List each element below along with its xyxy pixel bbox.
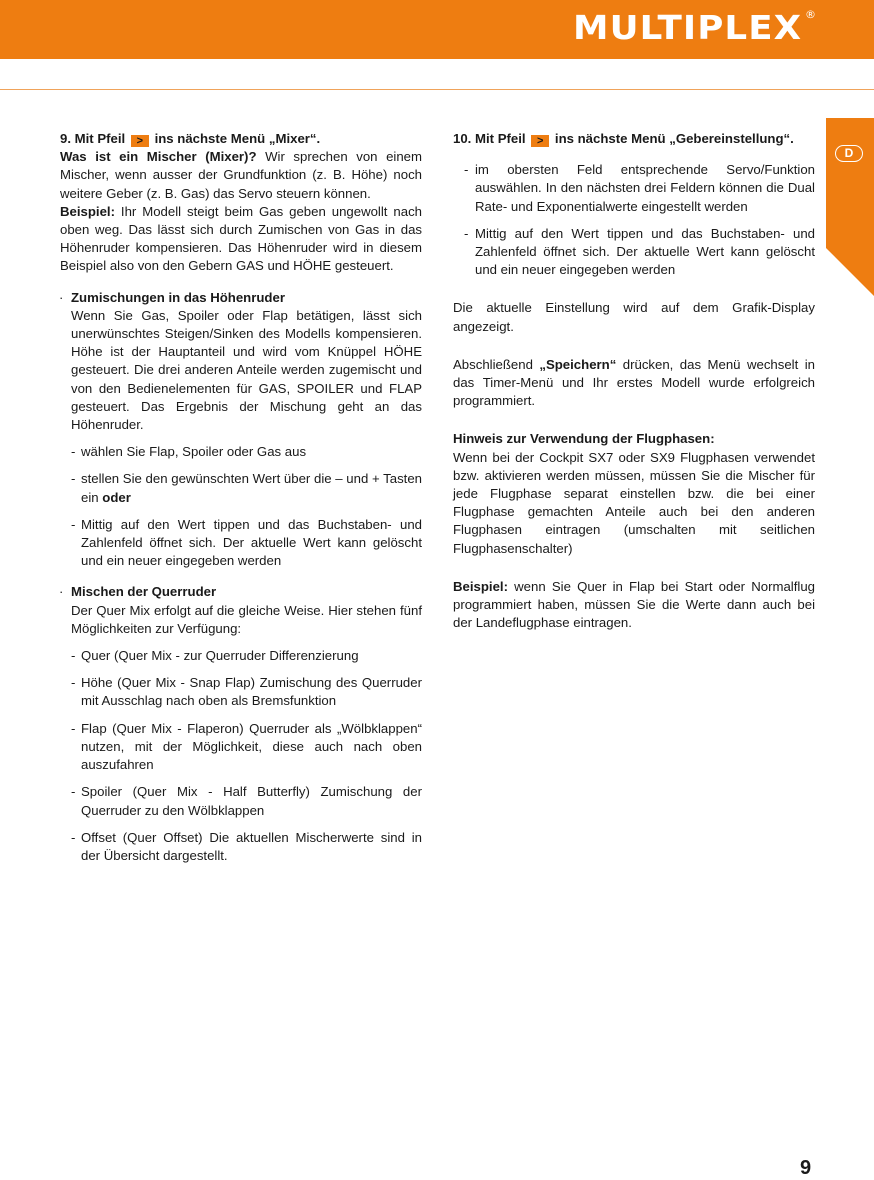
mixer-definition: Was ist ein Mischer (Mixer)? Wir sprechen von einem Mischer, wenn ausser der Grundfunktion (z. B. Höhe) noch weitere Geber (z. B. Gas) das Servo steuern können. — [60, 149, 422, 201]
display-note: Die aktuelle Einstellung wird auf dem Grafik-Display angezeigt. — [453, 300, 815, 334]
list-item: - Offset (Quer Offset) Die aktuellen Mischerwerte sind in der Übersicht dargestellt. — [71, 829, 422, 863]
list-item: - Mittig auf den Wert tippen und das Buchstaben- und Zahlenfeld öffnet sich. Der aktuelle Wert kann gelöscht und ein neuer eingegeben werden — [464, 225, 815, 278]
dash-icon: - — [71, 784, 76, 800]
dash-icon: - — [71, 648, 76, 664]
example-paragraph: Beispiel: Ihr Modell steigt beim Gas geben ungewollt nach oben weg. Das lässt sich durch Zumischen von Gas in das Höhenruder kompensieren. Das Höhenruder wird in diesem Beispiel also von den Gebern GAS und HÖHE gesteuert. — [60, 203, 422, 274]
dash-icon: - — [71, 516, 76, 532]
registered-mark: ® — [805, 8, 816, 21]
bullet-aileron-mix — [60, 583, 422, 638]
bullet-text: Der Quer Mix erfolgt auf die gleiche Weise. Hier stehen fünf Möglichkeiten zur Verfügung: — [71, 602, 422, 636]
bullet-text: Wenn Sie Gas, Spoiler oder Flap betätigen, lässt sich unerwünschtes Steigen/Sinken des Modells kompensieren. Höhe ist der Hauptanteil und wird vom Knüppel HÖHE gesteuert. Die drei anderen Anteile werden zugemischt und von den Bedienelementen für GAS, SPOILER und FLAP gesteuert. Das Ergebnis der Mischung geht an das Höhenruder. — [71, 307, 422, 433]
list-item: - Flap (Quer Mix - Flaperon) Querruder als „Wölbklappen“ nutzen, mit der Möglichkeit, diese auch nach oben auszufahren — [71, 720, 422, 773]
list-item: - Höhe (Quer Mix - Snap Flap) Zumischung des Querruder mit Ausschlag nach oben als Bremsfunktion — [71, 675, 422, 709]
bullet-icon: · — [59, 584, 64, 600]
list-item: - wählen Sie Flap, Spoiler oder Gas aus — [60, 443, 422, 461]
bullet-title: Mischen der Querruder — [71, 584, 217, 600]
dash-icon: - — [464, 162, 469, 178]
header-divider — [0, 89, 874, 90]
list-item: - stellen Sie den gewünschten Wert über die – und + Tasten ein oder — [71, 471, 422, 505]
dash-icon: - — [71, 444, 76, 460]
arrow-right-icon: > — [131, 135, 149, 147]
dash-icon: - — [464, 225, 469, 241]
dash-icon: - — [71, 471, 76, 487]
flight-phase-hint-title: Hinweis zur Verwendung der Flugphasen: — [453, 431, 715, 447]
flight-phase-hint-text: Wenn bei der Cockpit SX7 oder SX9 Flugphasen verwendet bzw. aktivieren werden müssen, müssen Sie die Mischer für jede Flugphase separat einstellen bzw. die bei einer Flugphase gemachten Anteile auch bei den anderen Flugphasen eintragen (umschalten mit seitlichen Flugphasenschalter) — [453, 449, 815, 556]
multiplex-logo: MULTIPLEX — [572, 8, 802, 47]
list-item: - Quer (Quer Mix - zur Querruder Differenzierung — [60, 647, 422, 665]
bullet-icon: · — [59, 289, 64, 305]
list-item: - im obersten Feld entsprechende Servo/Funktion auswählen. In den nächsten drei Feldern können die Dual Rate- und Exponentialwerte eingestellt werden — [464, 162, 815, 214]
list-item: - Spoiler (Quer Mix - Half Butterfly) Zumischung der Querruder zu den Wölbklappen — [71, 784, 422, 818]
language-tab-label: D — [835, 145, 863, 162]
bullet-elevator-mix — [60, 289, 422, 435]
step-10-heading: 10. Mit Pfeil > ins nächste Menü „Gebereinstellung“. — [453, 131, 794, 147]
flight-phase-example: Beispiel: wenn Sie Quer in Flap bei Start oder Normalflug programmiert haben, müssen Sie die Werte dann auch bei der Landeflugphase eintragen. — [453, 578, 815, 631]
dash-icon: - — [71, 720, 76, 736]
save-paragraph: Abschließend „Speichern“ drücken, das Menü wechselt in das Timer-Menü und Ihr erstes Modell wurde erfolgreich programmiert. — [453, 356, 815, 409]
list-item: - Mittig auf den Wert tippen und das Buchstaben- und Zahlenfeld öffnet sich. Der aktuelle Wert kann gelöscht und ein neuer eingegeben werden — [71, 516, 422, 569]
page-number: 9 — [800, 1157, 812, 1179]
bullet-title: Zumischungen in das Höhenruder — [71, 289, 285, 305]
arrow-right-icon: > — [531, 135, 549, 147]
left-column — [60, 130, 422, 865]
right-column — [453, 130, 815, 632]
dash-icon: - — [71, 829, 76, 845]
dash-icon: - — [71, 675, 76, 691]
step-9-heading: 9. Mit Pfeil > ins nächste Menü „Mixer“. — [60, 131, 321, 147]
